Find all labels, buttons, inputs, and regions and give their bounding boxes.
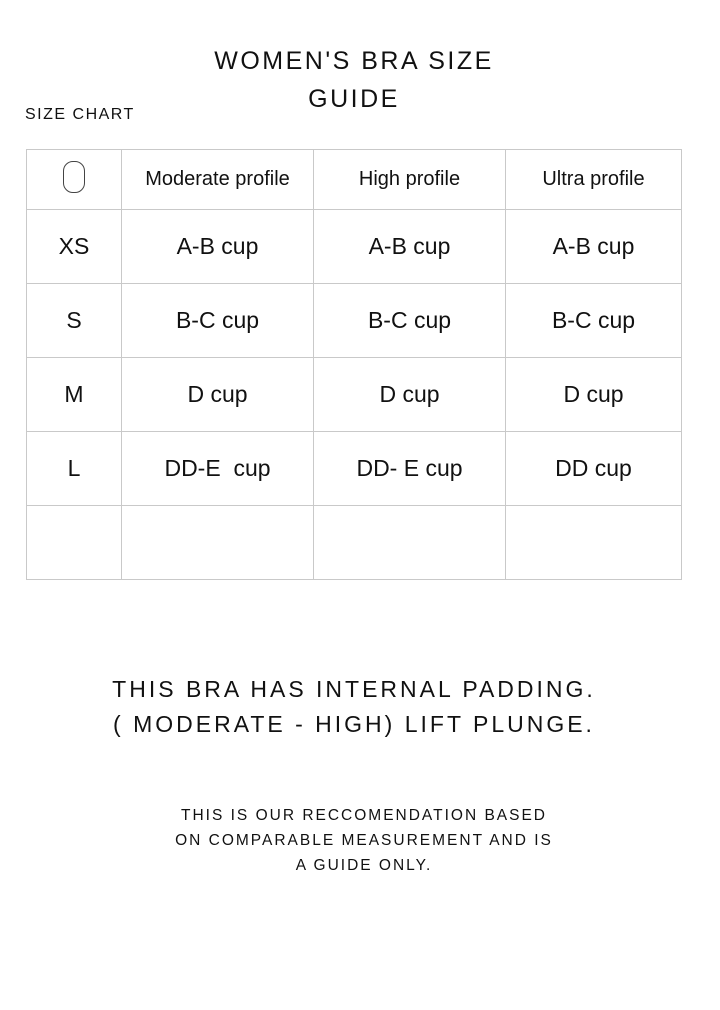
- size-label: XS: [27, 210, 122, 284]
- table-row-empty: [27, 506, 682, 580]
- table-cell: B-C cup: [506, 284, 682, 358]
- disclaimer-line-2: ON COMPARABLE MEASUREMENT AND IS: [175, 832, 553, 849]
- page-title-line-2: GUIDE: [308, 85, 400, 113]
- disclaimer-line-1: THIS IS OUR RECCOMENDATION BASED: [181, 807, 547, 824]
- table-cell: [506, 506, 682, 580]
- page-title-line-1: WOMEN'S BRA SIZE: [214, 47, 494, 75]
- table-corner-cell: [27, 150, 122, 210]
- table-cell: A-B cup: [506, 210, 682, 284]
- table-cell: B-C cup: [122, 284, 314, 358]
- column-header-ultra: Ultra profile: [506, 150, 682, 210]
- table-row: [27, 358, 682, 432]
- table-header-row: [27, 150, 682, 210]
- padding-notice-line-2: ( MODERATE - HIGH) LIFT PLUNGE.: [113, 711, 595, 737]
- table-cell: D cup: [122, 358, 314, 432]
- page-subtitle: SIZE CHART: [25, 106, 135, 123]
- padding-notice: [0, 672, 708, 742]
- size-label: L: [27, 432, 122, 506]
- table-cell: [122, 506, 314, 580]
- column-header-high: High profile: [314, 150, 506, 210]
- disclaimer-text: [0, 803, 720, 878]
- padding-notice-line-1: THIS BRA HAS INTERNAL PADDING.: [112, 676, 596, 702]
- table-cell: A-B cup: [122, 210, 314, 284]
- size-label: M: [27, 358, 122, 432]
- table-cell: DD-E cup: [122, 432, 314, 506]
- table-cell: D cup: [506, 358, 682, 432]
- size-table: [26, 149, 682, 580]
- size-label: [27, 506, 122, 580]
- table-row: [27, 432, 682, 506]
- column-header-moderate: Moderate profile: [122, 150, 314, 210]
- disclaimer-line-3: A GUIDE ONLY.: [295, 857, 433, 874]
- table-row: [27, 284, 682, 358]
- table-cell: DD cup: [506, 432, 682, 506]
- table-cell: D cup: [314, 358, 506, 432]
- brand-logo-icon: [63, 161, 85, 193]
- table-row: [27, 210, 682, 284]
- table-cell: B-C cup: [314, 284, 506, 358]
- table-cell: A-B cup: [314, 210, 506, 284]
- table-cell: [314, 506, 506, 580]
- table-cell: DD- E cup: [314, 432, 506, 506]
- size-label: S: [27, 284, 122, 358]
